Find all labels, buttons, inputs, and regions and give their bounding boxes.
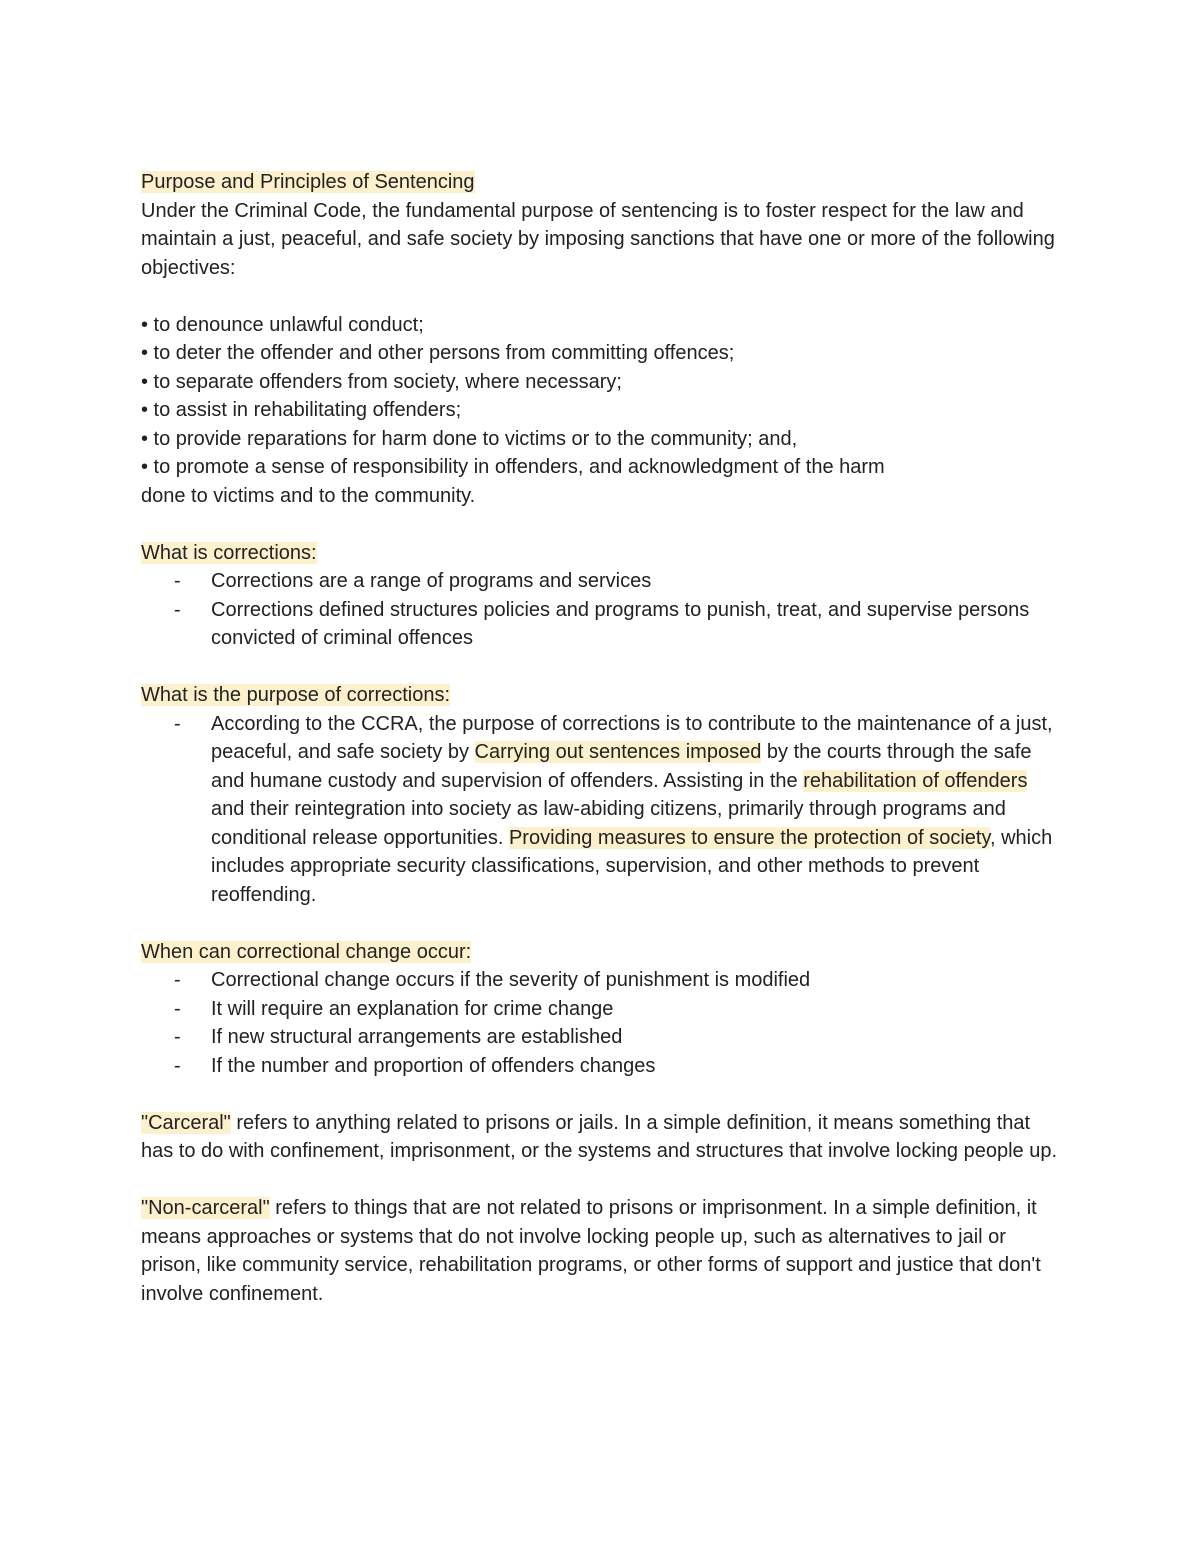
sentencing-section (141, 168, 1066, 197)
list-item: - Correctional change occurs if the severity of punishment is modified (141, 966, 1066, 995)
list-item: - If the number and proportion of offenders changes (141, 1052, 1066, 1081)
sentencing-intro: Under the Criminal Code, the fundamental purpose of sentencing is to foster respect for the law and maintain a just, peaceful, and safe society by imposing sanctions that have one or more of the following objectives: (141, 199, 1055, 279)
highlight-rehabilitation: rehabilitation of offenders (803, 769, 1028, 792)
corrections-section (141, 539, 1066, 568)
objective-item: done to victims and to the community. (141, 484, 476, 507)
noncarceral-text: refers to things that are not related to prisons or imprisonment. In a simple definition, it means approaches or systems that do not involve locking people up, such as alternatives to jail or prison, like community service, rehabilitation programs, or other forms of support and justice that don't involve confinement. (141, 1197, 1041, 1305)
list-item: - If new structural arrangements are established (141, 1023, 1066, 1052)
objective-item: • to provide reparations for harm done to victims or to the community; and, (141, 427, 798, 450)
purpose-section (141, 681, 1066, 710)
change-section (141, 938, 1066, 967)
purpose-text: and their reintegration into society as law-abiding citizens, primarily through programs and conditional release opportunities. (211, 798, 1006, 849)
list-item: - Corrections defined structures policies and programs to punish, treat, and supervise persons convicted of criminal offences (141, 596, 1066, 653)
purpose-text: by the courts through the safe and humane custody and supervision of offenders. Assisting in the (211, 741, 1032, 792)
list-item: - Corrections are a range of programs and services (141, 567, 1066, 596)
purpose-text: According to the CCRA, the purpose of corrections is to contribute to the maintenance of a just, peaceful, and safe society by (211, 712, 1053, 763)
carceral-definition (141, 1109, 1066, 1166)
objective-item: • to deter the offender and other persons from committing offences; (141, 342, 735, 364)
noncarceral-definition (141, 1194, 1066, 1308)
list-item (141, 710, 1066, 910)
document-body (141, 168, 1066, 1308)
corrections-list (141, 567, 1066, 653)
purpose-text: , which includes appropriate security classifications, supervision, and other methods to prevent reoffending. (211, 826, 1053, 906)
objective-item: • to assist in rehabilitating offenders; (141, 399, 462, 421)
highlight-protection: Providing measures to ensure the protection of society (508, 826, 990, 849)
purpose-list (141, 710, 1066, 910)
purpose-heading: What is the purpose of corrections: (141, 684, 451, 706)
carceral-term: "Carceral" (141, 1111, 231, 1134)
objective-item: • to separate offenders from society, where necessary; (141, 370, 622, 393)
corrections-heading: What is corrections: (141, 541, 317, 564)
objective-item: • to promote a sense of responsibility in offenders, and acknowledgment of the harm (141, 456, 885, 478)
change-list (141, 966, 1066, 1080)
change-heading: When can correctional change occur: (141, 940, 472, 963)
highlight-sentences: Carrying out sentences imposed (474, 741, 762, 763)
sentencing-heading: Purpose and Principles of Sentencing (141, 171, 475, 193)
objective-item: • to denounce unlawful conduct; (141, 313, 424, 336)
carceral-text: refers to anything related to prisons or jails. In a simple definition, it means something that has to do with confinement, imprisonment, or the systems and structures that involve locking people up. (141, 1111, 1058, 1162)
noncarceral-term: "Non-carceral" (141, 1197, 270, 1219)
list-item: - It will require an explanation for crime change (141, 995, 1066, 1024)
